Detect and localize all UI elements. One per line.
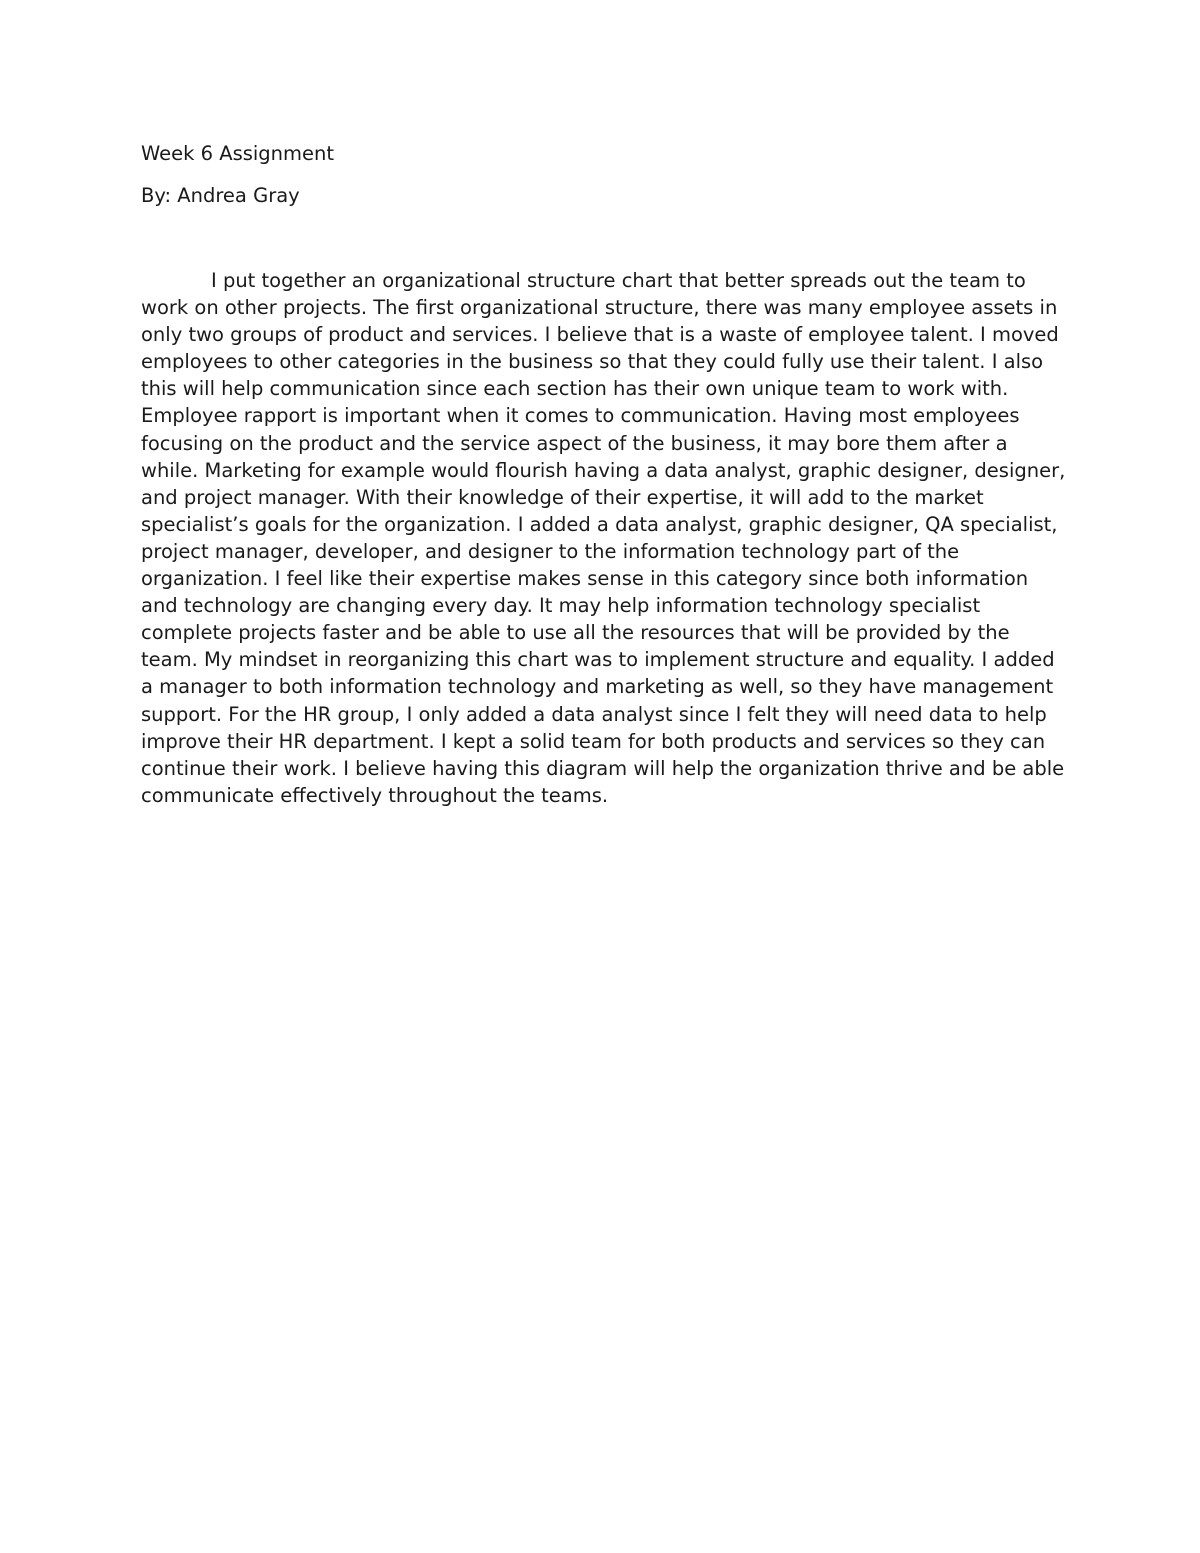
document-title: Week 6 Assignment <box>141 142 335 165</box>
body-paragraph: I put together an organizational structure chart that better spreads out the team to work on other projects. The first organizational structure, there was many employee assets in only two groups of product and services. I believe that is a waste of employee talent. I moved employees to other categories in the business so that they could fully use their talent. I also this will help communication since each section has their own unique team to work with. Employee rapport is important when it comes to communication. Having most employees focusing on the product and the service aspect of the business, it may bore them after a while. Marketing for example would flourish having a data analyst, graphic designer, designer, and project manager. With their knowledge of their expertise, it will add to the market specialist’s goals for the organization. I added a data analyst, graphic designer, QA specialist, project manager, developer, and designer to the information technology part of the organization. I feel like their expertise makes sense in this category since both information and technology are changing every day. It may help information technology specialist complete projects faster and be able to use all the resources that will be provided by the team. My mindset in reorganizing this chart was to implement structure and equality. I added a manager to both information technology and marketing as well, so they have management support. For the HR group, I only added a data analyst since I felt they will need data to help improve their HR department. I kept a solid team for both products and services so they can continue their work. I believe having this diagram will help the organization thrive and be able communicate effectively throughout the teams. <box>141 269 1066 807</box>
author-byline: By: Andrea Gray <box>141 184 300 207</box>
document-content <box>141 140 1066 809</box>
